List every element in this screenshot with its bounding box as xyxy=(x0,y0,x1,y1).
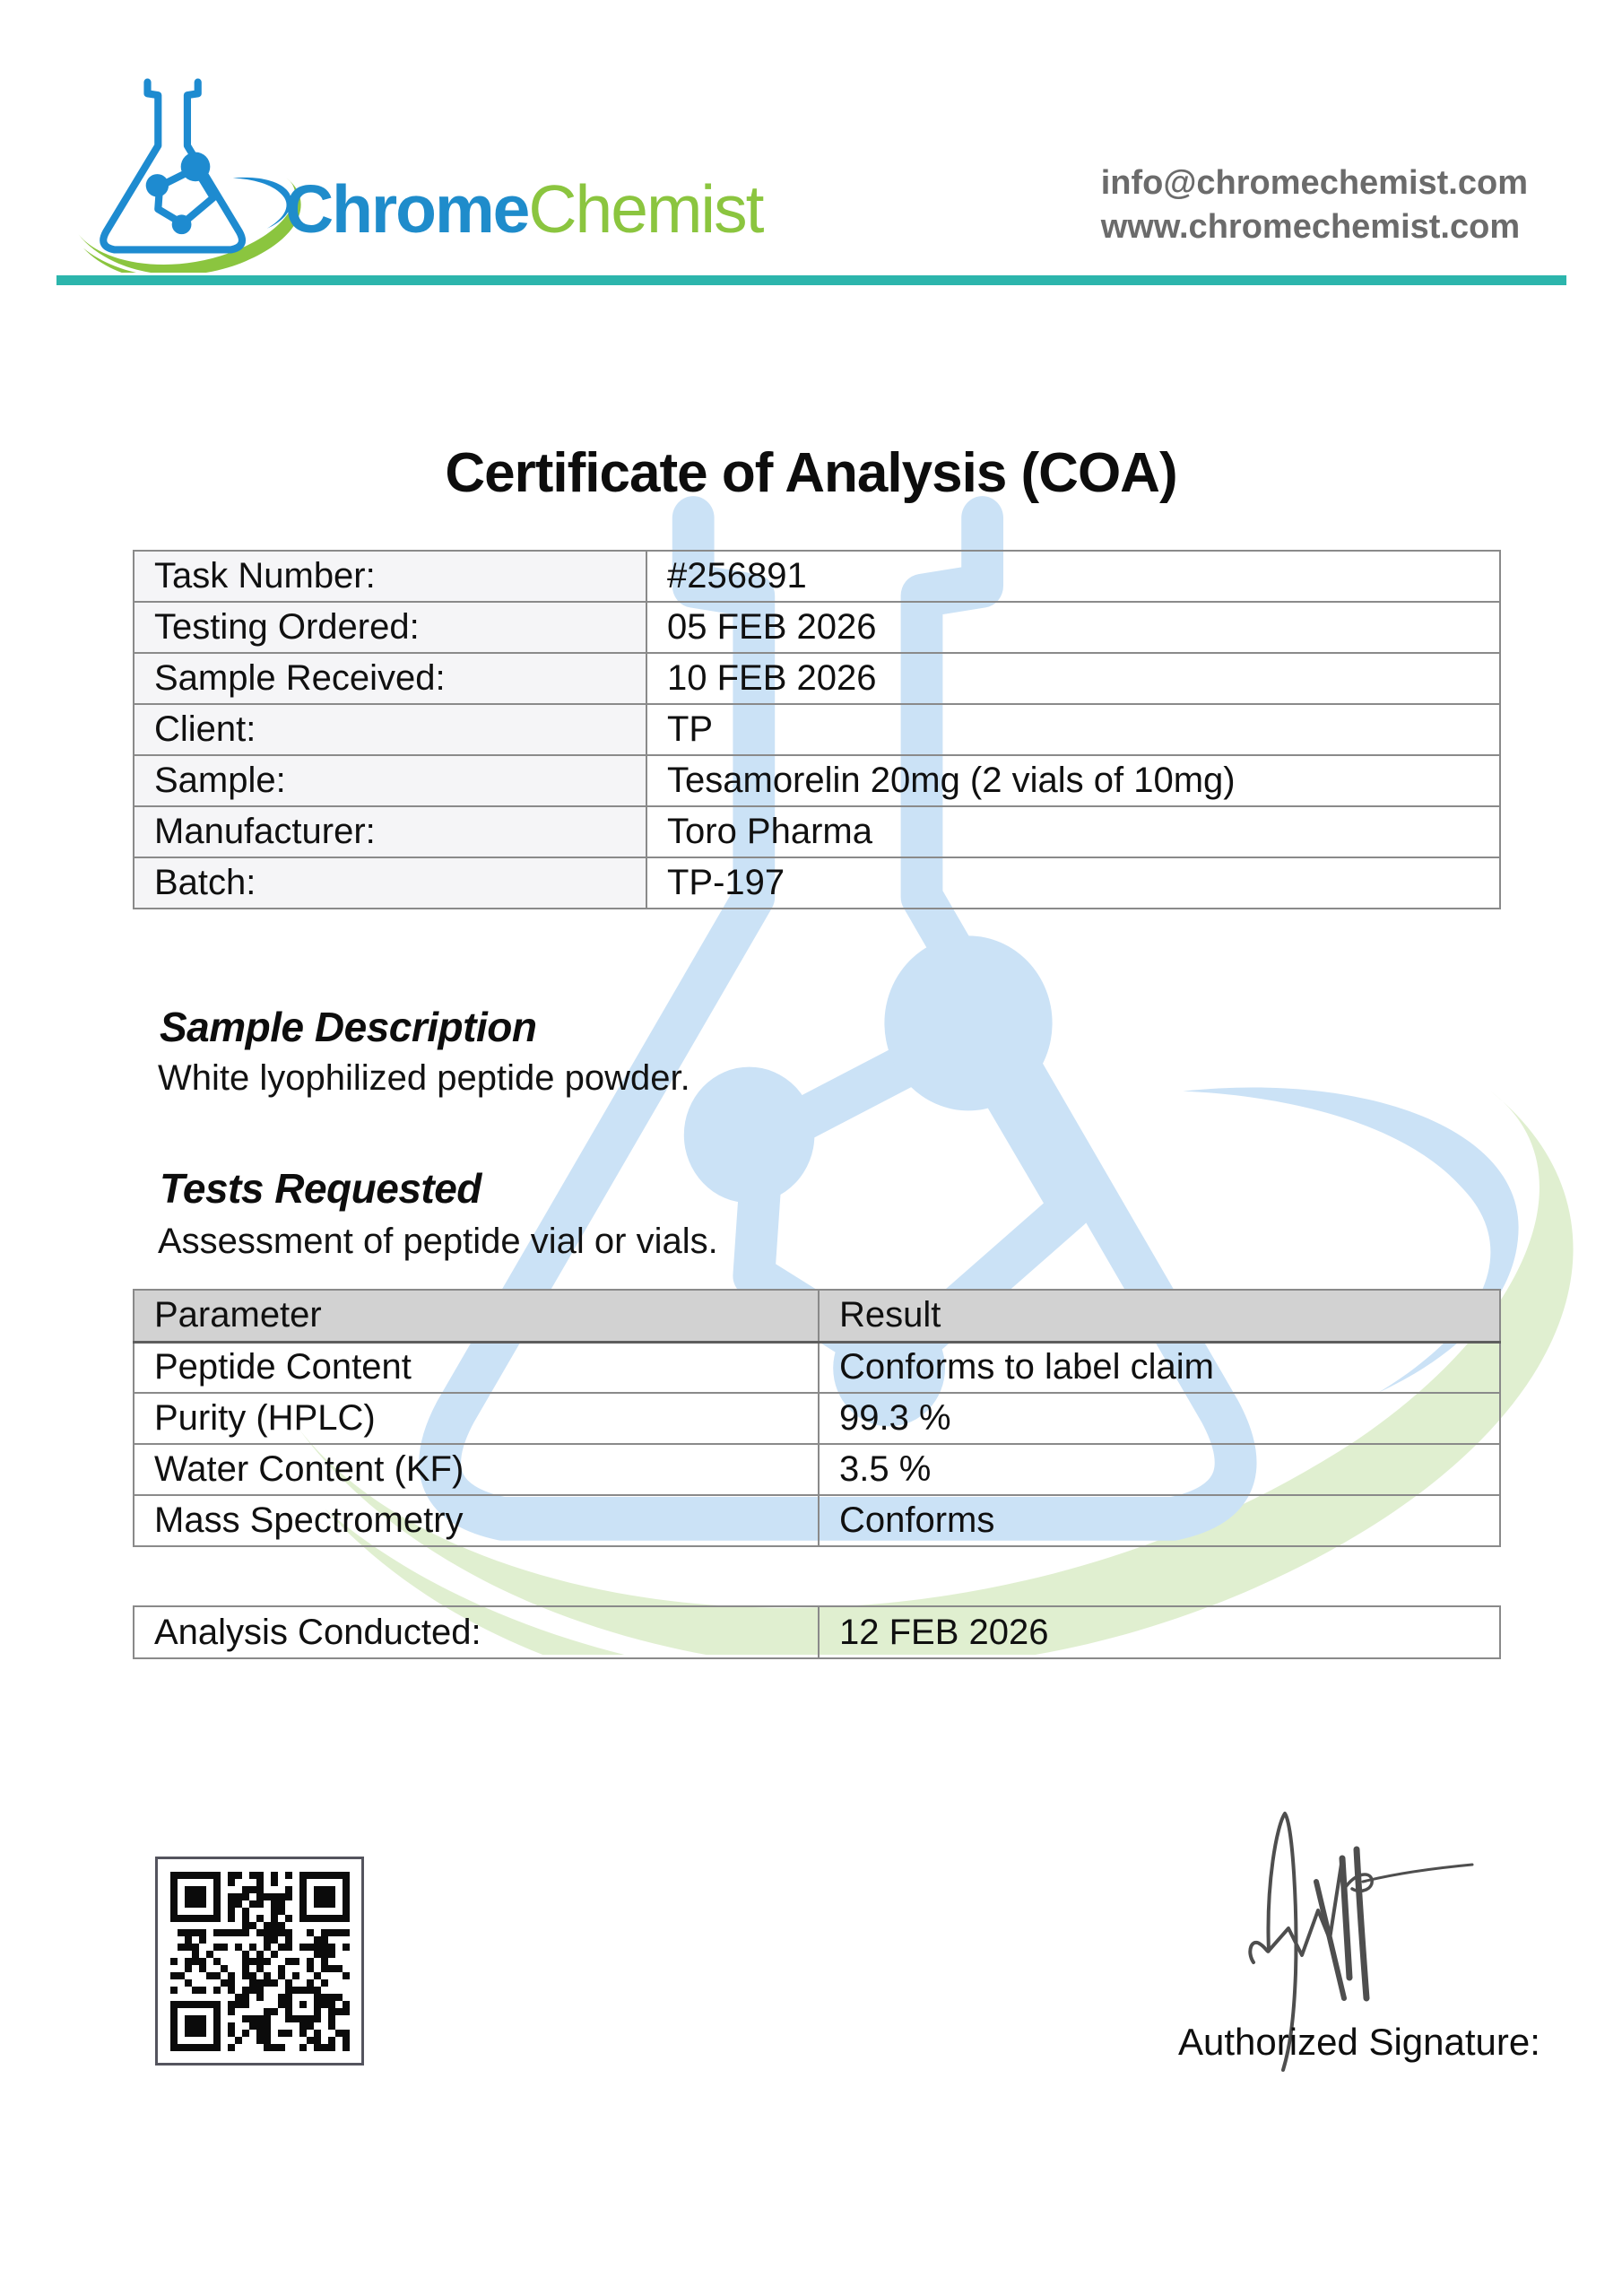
info-label: Manufacturer: xyxy=(134,806,646,857)
info-label: Task Number: xyxy=(134,551,646,602)
table-row xyxy=(134,1495,1500,1546)
document-title: Certificate of Analysis (COA) xyxy=(445,442,1177,504)
results-header-result: Result xyxy=(819,1290,1500,1342)
info-label: Sample: xyxy=(134,755,646,806)
table-row xyxy=(134,755,1500,806)
header-divider-rule xyxy=(56,275,1566,285)
result-parameter: Peptide Content xyxy=(134,1342,819,1393)
info-label: Batch: xyxy=(134,857,646,909)
info-value: TP-197 xyxy=(646,857,1500,909)
contact-email: info@chromechemist.com xyxy=(1100,164,1528,202)
table-row xyxy=(134,653,1500,704)
info-label: Testing Ordered: xyxy=(134,602,646,653)
brand-flask-logo-icon xyxy=(74,77,317,273)
table-row xyxy=(134,1342,1500,1393)
table-row xyxy=(134,1606,1500,1658)
sample-description-text: White lyophilized peptide powder. xyxy=(158,1058,690,1098)
sample-description-heading: Sample Description xyxy=(160,1004,537,1050)
brand-name-chrome: Chrome xyxy=(285,171,529,247)
table-row xyxy=(134,551,1500,602)
result-parameter: Water Content (KF) xyxy=(134,1444,819,1495)
info-value: 05 FEB 2026 xyxy=(646,602,1500,653)
brand-name xyxy=(285,170,762,248)
result-value: 3.5 % xyxy=(819,1444,1500,1495)
qr-code-pattern xyxy=(170,1872,350,2051)
analysis-value: 12 FEB 2026 xyxy=(819,1606,1500,1658)
qr-code xyxy=(155,1857,364,2066)
tests-requested-text: Assessment of peptide vial or vials. xyxy=(158,1222,718,1261)
result-value: Conforms xyxy=(819,1495,1500,1546)
table-row xyxy=(134,806,1500,857)
sample-info-table xyxy=(133,550,1501,909)
info-label: Sample Received: xyxy=(134,653,646,704)
result-parameter: Mass Spectrometry xyxy=(134,1495,819,1546)
table-row xyxy=(134,704,1500,755)
info-value: #256891 xyxy=(646,551,1500,602)
result-value: Conforms to label claim xyxy=(819,1342,1500,1393)
contact-block xyxy=(1101,161,1528,249)
info-label: Client: xyxy=(134,704,646,755)
table-row xyxy=(134,1444,1500,1495)
brand-name-chemist: Chemist xyxy=(528,171,763,247)
table-row xyxy=(134,857,1500,909)
result-parameter: Purity (HPLC) xyxy=(134,1393,819,1444)
authorized-signature-label: Authorized Signature: xyxy=(1178,2021,1540,2063)
info-value: Toro Pharma xyxy=(646,806,1500,857)
result-value: 99.3 % xyxy=(819,1393,1500,1444)
contact-website: www.chromechemist.com xyxy=(1100,208,1521,246)
info-value: 10 FEB 2026 xyxy=(646,653,1500,704)
analysis-conducted-table xyxy=(133,1605,1501,1659)
info-value: TP xyxy=(646,704,1500,755)
tests-requested-heading: Tests Requested xyxy=(160,1165,481,1212)
table-row xyxy=(134,602,1500,653)
results-header-parameter: Parameter xyxy=(134,1290,819,1342)
table-row xyxy=(134,1393,1500,1444)
table-header-row xyxy=(134,1290,1500,1342)
info-value: Tesamorelin 20mg (2 vials of 10mg) xyxy=(646,755,1500,806)
analysis-label: Analysis Conducted: xyxy=(134,1606,819,1658)
results-table xyxy=(133,1289,1501,1547)
